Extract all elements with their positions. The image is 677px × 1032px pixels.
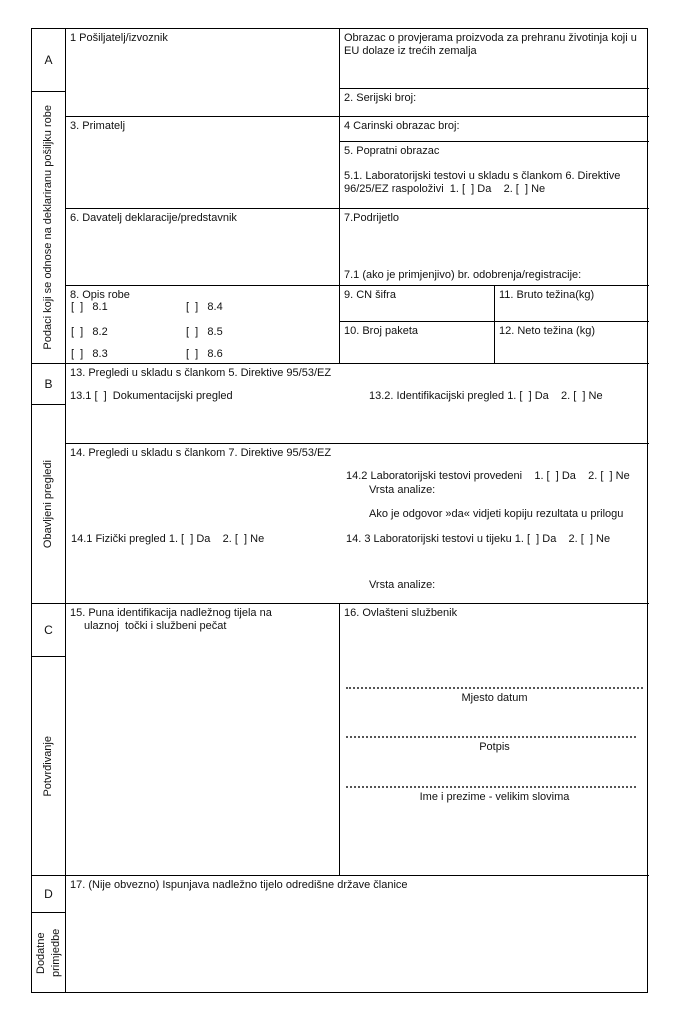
box-5-1-lab-tests: 5.1. Laboratorijski testovi u skladu s člankom 6. Direktive 96/25/EZ raspoloživi 1. [ ] Da 2. [ ] Ne bbox=[344, 170, 624, 195]
checkbox-8-1: [ ] 8.1 bbox=[71, 301, 108, 313]
form-sheet bbox=[31, 28, 648, 993]
checkbox-8-2: [ ] 8.2 bbox=[71, 326, 108, 338]
signature-line-place-date bbox=[346, 687, 643, 689]
box-13-2-identity-check: 13.2. Identifikacijski pregled 1. [ ] Da 2. [ ] Ne bbox=[369, 390, 603, 402]
signature-line-signature bbox=[346, 736, 636, 738]
section-a-label bbox=[32, 92, 66, 364]
box-13-1-documentary-check: 13.1 [ ] Dokumentacijski pregled bbox=[70, 390, 233, 402]
box-10-label: 10. Broj paketa bbox=[344, 325, 418, 337]
box-5-accompanying-form bbox=[340, 142, 649, 209]
box-15-authority-identification bbox=[66, 604, 340, 876]
box-15-line2: ulaznoj točki i službeni pečat bbox=[84, 620, 227, 632]
box-14-2-note: Ako je odgovor »da« vidjeti kopiju rezultata u prilogu bbox=[369, 508, 624, 520]
section-d-label bbox=[32, 913, 66, 992]
box-4-label: 4 Carinski obrazac broj: bbox=[344, 120, 460, 132]
box-9-cn-code bbox=[340, 286, 495, 322]
caption-name: Ime i prezime - velikim slovima bbox=[419, 791, 570, 803]
section-c-letter-text: C bbox=[44, 622, 53, 637]
box-16-authorized-officer bbox=[340, 604, 649, 876]
section-b-letter bbox=[32, 364, 66, 405]
box-1-label: 1 Pošiljatelj/izvoznik bbox=[70, 32, 168, 44]
section-c-label bbox=[32, 657, 66, 876]
box-7-label: 7.Podrijetlo bbox=[344, 212, 400, 224]
checkbox-8-4: [ ] 8.4 bbox=[186, 301, 223, 313]
box-13-label: 13. Pregledi u skladu s člankom 5. Direktive 95/53/EZ bbox=[70, 367, 332, 379]
section-a-label-text: Podaci koji se odnose na deklariranu pošiljku robe bbox=[42, 105, 54, 350]
box-3-consignee bbox=[66, 117, 340, 209]
section-c-label-text: Potvrđivanje bbox=[42, 735, 54, 797]
box-2-serial-number bbox=[340, 89, 649, 117]
checkbox-8-3: [ ] 8.3 bbox=[71, 348, 108, 360]
box-6-label: 6. Davatelj deklaracije/predstavnik bbox=[70, 212, 237, 224]
box-17-destination-authority bbox=[66, 876, 649, 992]
section-d-letter bbox=[32, 876, 66, 913]
box-7-1-approval-number: 7.1 (ako je primjenjivo) br. odobrenja/registracije: bbox=[344, 269, 582, 281]
box-14-3-lab-tests-pending: 14. 3 Laboratorijski testovi u tijeku 1. [ ] Da 2. [ ] Ne bbox=[346, 533, 611, 545]
caption-place-date: Mjesto datum bbox=[461, 692, 528, 704]
checkbox-8-5: [ ] 8.5 bbox=[186, 326, 223, 338]
box-8-goods-description bbox=[66, 286, 340, 364]
box-14-2-lab-tests-done: 14.2 Laboratorijski testovi provedeni 1. [ ] Da 2. [ ] Ne bbox=[346, 470, 630, 482]
section-b-letter-text: B bbox=[44, 376, 53, 391]
box-11-label: 11. Bruto težina(kg) bbox=[499, 289, 595, 301]
section-b-label bbox=[32, 405, 66, 604]
box-14-2-analysis-type: Vrsta analize: bbox=[369, 484, 436, 496]
box-17-label: 17. (Nije obvezno) Ispunjava nadležno tijelo odredišne države članice bbox=[70, 879, 408, 891]
box-7-origin bbox=[340, 209, 649, 286]
box-10-package-count bbox=[340, 322, 495, 364]
box-4-customs-form bbox=[340, 117, 649, 142]
box-5-label: 5. Popratni obrazac bbox=[344, 145, 440, 157]
box-14-3-analysis-type: Vrsta analize: bbox=[369, 579, 436, 591]
caption-signature: Potpis bbox=[479, 741, 510, 753]
section-a-letter bbox=[32, 29, 66, 92]
section-b-label-text: Obavljeni pregledi bbox=[42, 459, 54, 549]
box-2-label: 2. Serijski broj: bbox=[344, 92, 417, 104]
box-8-label: 8. Opis robe bbox=[70, 289, 130, 301]
signature-line-name bbox=[346, 786, 636, 788]
box-15-line1: 15. Puna identifikacija nadležnog tijela na bbox=[70, 607, 272, 619]
section-d-label-text: Dodatne primjedbe bbox=[34, 928, 62, 977]
box-11-gross-weight bbox=[495, 286, 649, 322]
box-6-declarant bbox=[66, 209, 340, 286]
section-d-letter-text: D bbox=[44, 886, 53, 901]
checkbox-8-6: [ ] 8.6 bbox=[186, 348, 223, 360]
box-9-label: 9. CN šifra bbox=[344, 289, 396, 301]
box-12-net-weight bbox=[495, 322, 649, 364]
section-c-letter bbox=[32, 604, 66, 657]
box-12-label: 12. Neto težina (kg) bbox=[499, 325, 595, 337]
form-title-box bbox=[340, 29, 649, 89]
form-title: Obrazac o provjerama proizvoda za prehranu životinja koji u EU dolaze iz trećih zemalja bbox=[344, 32, 640, 57]
box-3-label: 3. Primatelj bbox=[70, 120, 126, 132]
box-1-sender bbox=[66, 29, 340, 117]
section-a-letter-text: A bbox=[44, 52, 53, 67]
box-13-article5-checks bbox=[66, 364, 649, 444]
box-14-article7-checks bbox=[66, 444, 649, 604]
box-16-label: 16. Ovlašteni službenik bbox=[344, 607, 458, 619]
box-14-label: 14. Pregledi u skladu s člankom 7. Direktive 95/53/EZ bbox=[70, 447, 332, 459]
box-14-1-physical-check: 14.1 Fizički pregled 1. [ ] Da 2. [ ] Ne bbox=[71, 533, 265, 545]
